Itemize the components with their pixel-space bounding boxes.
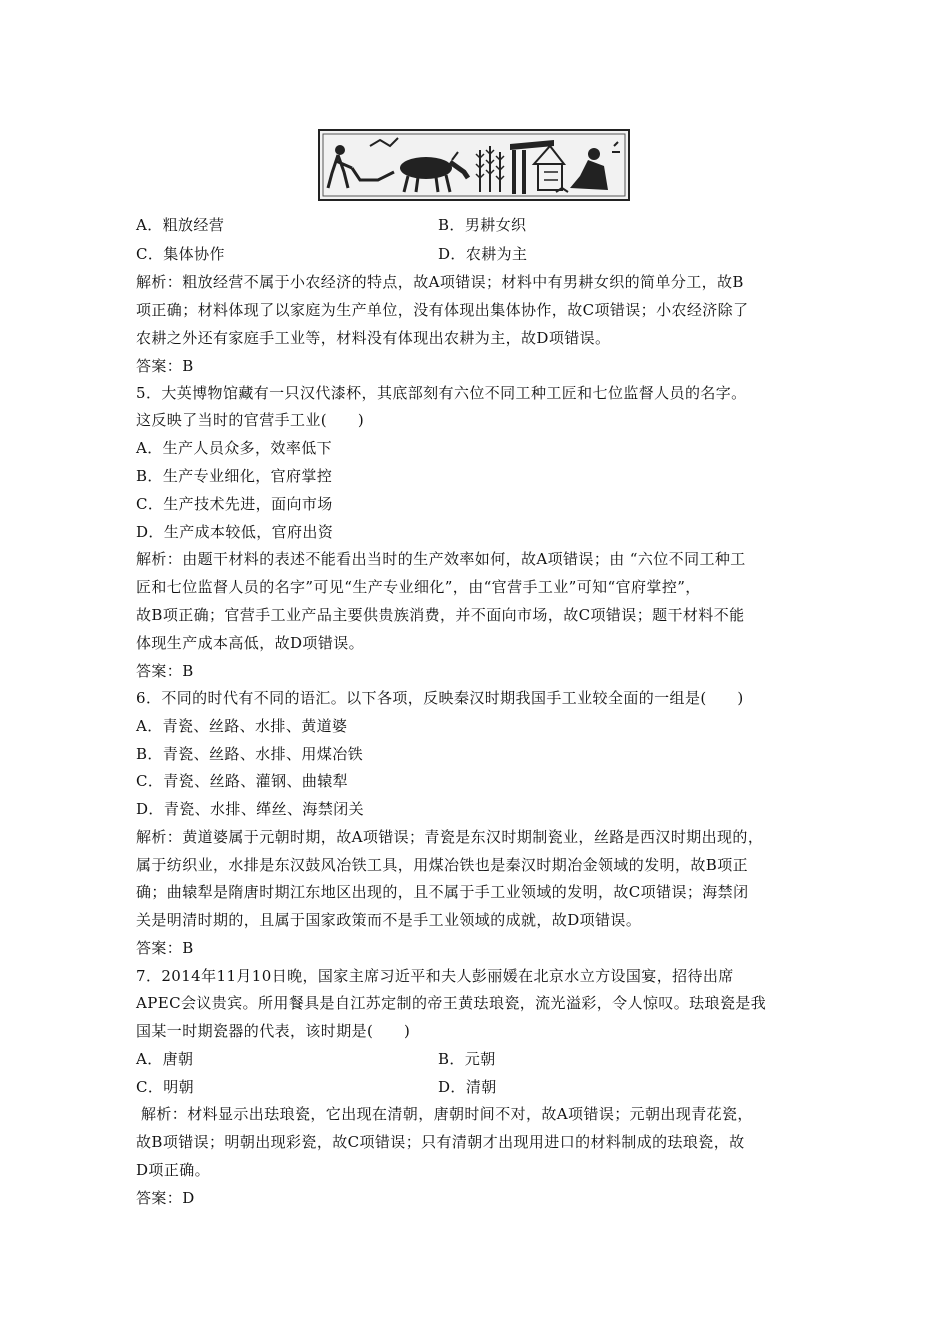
q7-analysis-line: D项正确。	[136, 1161, 211, 1179]
q6-analysis-line: 属于纺织业，水排是东汉鼓风冶铁工具，用煤冶铁也是秦汉时期冶金领域的发明，故B项正	[136, 856, 749, 874]
q6-option-c: C．青瓷、丝路、灌钢、曲辕犁	[136, 772, 349, 790]
q5-analysis-line: 解析：由题干材料的表述不能看出当时的生产效率如何，故A项错误；由 “六位不同工种工	[136, 550, 746, 568]
q5-analysis-line: 匠和七位监督人员的名字”可见“生产专业细化”，由“官营手工业”可知“官府掌控”，	[136, 578, 701, 596]
q4-answer: 答案：B	[136, 357, 194, 375]
q7-stem-line: 7．2014年11月10日晚，国家主席习近平和夫人彭丽媛在北京水立方设国宴，招待出席	[136, 967, 734, 985]
q6-stem: 6．不同的时代有不同的语汇。以下各项，反映秦汉时期我国手工业较全面的一组是( )	[136, 689, 744, 707]
q7-option-d: D．清朝	[438, 1078, 497, 1096]
q7-option-c: C．明朝	[136, 1078, 195, 1096]
q7-analysis-line: 故B项错误；明朝出现彩瓷，故C项错误；只有清朝才出现用进口的材料制成的珐琅瓷，故	[136, 1133, 745, 1151]
q6-analysis-line: 解析：黄道婆属于元朝时期，故A项错误；青瓷是东汉时期制瓷业，丝路是西汉时期出现的，	[136, 828, 764, 846]
q4-option-b: B．男耕女织	[438, 216, 527, 234]
q5-option-d: D．生产成本较低，官府出资	[136, 523, 334, 541]
q5-analysis-line: 故B项正确；官营手工业产品主要供贵族消费，并不面向市场，故C项错误；题干材料不能	[136, 606, 745, 624]
q7-stem-line: 国某一时期瓷器的代表，该时期是( )	[136, 1022, 411, 1040]
q5-option-a: A．生产人员众多，效率低下	[136, 439, 333, 457]
q4-analysis-line: 农耕之外还有家庭手工业等，材料没有体现出农耕为主，故D项错误。	[136, 329, 611, 347]
han-brick-farming-illustration	[318, 128, 630, 204]
q5-stem-line: 5．大英博物馆藏有一只汉代漆杯，其底部刻有六位不同工种工匠和七位监督人员的名字。	[136, 384, 747, 402]
q5-analysis-line: 体现生产成本高低，故D项错误。	[136, 634, 365, 652]
q7-stem-line: APEC会议贵宾。所用餐具是自江苏定制的帝王黄珐琅瓷，流光溢彩，令人惊叹。珐琅瓷是我	[136, 994, 767, 1012]
q6-analysis-line: 关是明清时期的，且属于国家政策而不是手工业领域的成就，故D项错误。	[136, 911, 642, 929]
q6-option-a: A．青瓷、丝路、水排、黄道婆	[136, 717, 348, 735]
q5-stem-line: 这反映了当时的官营手工业( )	[136, 411, 365, 429]
q7-option-a: A．唐朝	[136, 1050, 194, 1068]
q6-answer: 答案：B	[136, 939, 194, 957]
q7-option-b: B．元朝	[438, 1050, 496, 1068]
q5-option-c: C．生产技术先进，面向市场	[136, 495, 333, 513]
q5-option-b: B．生产专业细化，官府掌控	[136, 467, 333, 485]
q6-option-d: D．青瓷、水排、缂丝、海禁闭关	[136, 800, 365, 818]
q7-analysis-line: 解析：材料显示出珐琅瓷，它出现在清朝，唐朝时间不对，故A项错误；元朝出现青花瓷，	[141, 1105, 753, 1123]
q4-option-c: C．集体协作	[136, 245, 225, 263]
q6-analysis-line: 确；曲辕犁是隋唐时期江东地区出现的，且不属于手工业领域的发明，故C项错误；海禁闭	[136, 883, 749, 901]
q4-option-a: A．粗放经营	[136, 216, 225, 234]
q7-answer: 答案：D	[136, 1189, 195, 1207]
q6-option-b: B．青瓷、丝路、水排、用煤冶铁	[136, 745, 364, 763]
q4-option-d: D．农耕为主	[438, 245, 528, 263]
q4-analysis-line: 项正确；材料体现了以家庭为生产单位，没有体现出集体协作，故C项错误；小农经济除了	[136, 301, 749, 319]
q5-answer: 答案：B	[136, 662, 194, 680]
q4-analysis-line: 解析：粗放经营不属于小农经济的特点，故A项错误；材料中有男耕女织的简单分工，故B	[136, 273, 744, 291]
